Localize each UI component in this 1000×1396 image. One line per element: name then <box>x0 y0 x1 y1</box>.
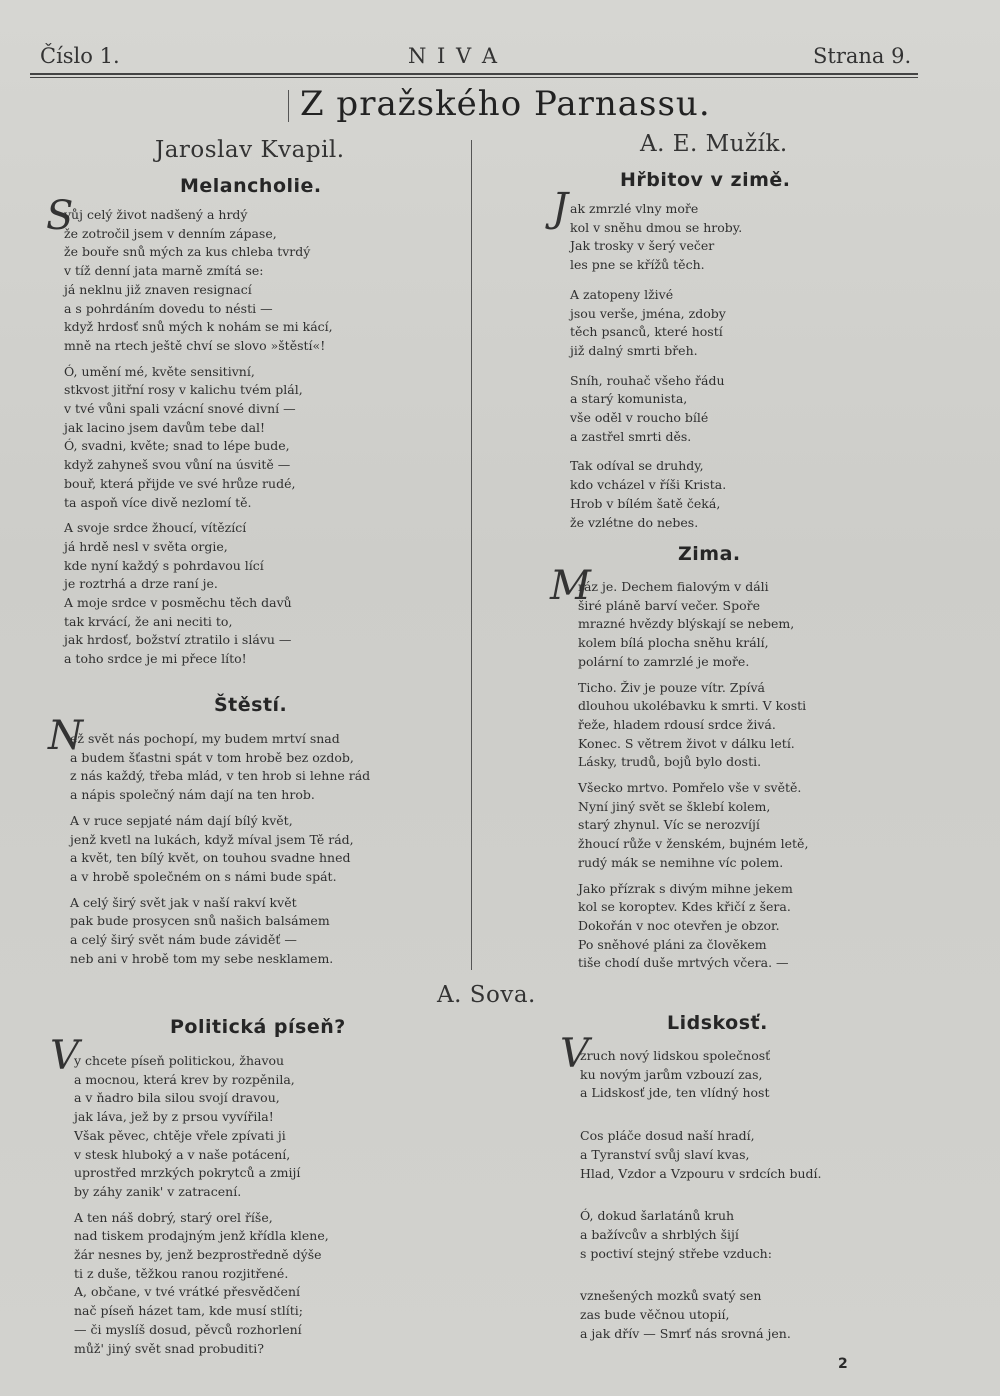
verse-line: Ó, umění mé, květe sensitivní, <box>64 363 255 379</box>
stanza <box>578 880 808 974</box>
page-title: Z pražského Parnassu. <box>300 84 711 124</box>
verse-line: zas bude věčnou utopií, <box>580 1307 730 1323</box>
verse-line: a Tyranství svůj slaví kvas, <box>580 1146 750 1162</box>
verse-line: polární to zamrzlé je moře. <box>578 653 750 669</box>
verse-line: Však pěvec, chtěje vřele zpívati ji <box>74 1127 286 1143</box>
verse-line: Ó, svadni, květe; snad to lépe bude, <box>64 438 290 454</box>
page-label: Strana 9. <box>813 44 912 68</box>
verse-line: Lásky, trudů, bojů bylo dosti. <box>578 754 762 770</box>
verse-line: a bažívcův a shrblých šijí <box>580 1226 739 1242</box>
stanza <box>64 206 333 356</box>
verse-line: Hlad, Vzdor a Vzpouru v srdcích budí. <box>580 1165 822 1181</box>
stanza <box>64 519 333 669</box>
poem-lidskost <box>580 1047 821 1343</box>
verse-line: Sníh, rouhač všeho řádu <box>570 372 725 388</box>
drop-cap-n: N <box>48 713 83 759</box>
verse-line: a květ, ten bílý květ, on touhou svadne hned <box>70 850 351 866</box>
poem-title-lidskost: Lidskosť. <box>667 1012 768 1034</box>
verse-line: řeže, hladem rdousí srdce živá. <box>578 716 776 732</box>
verse-line: v tíž denní jata marně zmítá se: <box>64 263 264 279</box>
verse-line: a zastřel smrti děs. <box>570 428 692 444</box>
poem-title-hrbitov-v-zime: Hřbitov v zimě. <box>620 169 791 191</box>
verse-line: Nyní jiný svět se šklebí kolem, <box>578 798 771 814</box>
verse-line: les pne se křížů těch. <box>570 257 705 273</box>
poem-zima <box>578 578 808 973</box>
verse-line: tak krvácí, že ani neciti to, <box>64 613 233 629</box>
verse-line: ku novým jarům vzbouzí zas, <box>580 1066 763 1082</box>
verse-line: žhoucí růže v ženském, bujném letě, <box>578 836 809 852</box>
verse-line: těch psanců, které hostí <box>570 324 723 340</box>
poem-title-politicka-pisen: Politická píseň? <box>170 1016 346 1038</box>
verse-line: ak zmrzlé vlny moře <box>570 201 699 216</box>
verse-line: A, občane, v tvé vrátké přesvědčení <box>74 1284 300 1300</box>
verse-line: — či myslíš dosud, pěvců rozhorlení <box>74 1321 302 1337</box>
stanza <box>70 894 370 969</box>
stanza <box>578 679 808 773</box>
poem-stesti <box>70 730 370 968</box>
verse-line: Ó, dokud šarlatánů kruh <box>580 1208 735 1224</box>
verse-line: kolem bílá plocha sněhu králí, <box>578 635 769 651</box>
verse-line: ráz je. Dechem fialovým v dáli <box>578 579 769 594</box>
author-right: A. E. Mužík. <box>640 131 788 157</box>
drop-cap-s: S <box>46 193 74 239</box>
verse-line: a v hrobě společném on s námi bude spát. <box>70 868 337 884</box>
verse-line: A celý širý svět jak v naší rakví květ <box>70 894 297 910</box>
verse-line: Všecko mrtvo. Pomřelo vše v světě. <box>578 780 802 796</box>
verse-line: vše oděl v roucho bílé <box>570 410 709 426</box>
verse-line: že bouře snů mých za kus chleba tvrdý <box>64 244 311 260</box>
verse-line: by záhy zanik' v zatracení. <box>74 1183 242 1199</box>
stanza <box>580 1047 821 1103</box>
verse-line: Cos pláče dosud naší hradí, <box>580 1128 755 1144</box>
poem-title-stesti: Štěstí. <box>214 694 288 716</box>
stanza <box>570 200 742 275</box>
verse-line: kol v sněhu dmou se hroby. <box>570 219 743 235</box>
drop-cap-j: J <box>552 185 569 231</box>
verse-line: nad tiskem prodajným jenž křídla klene, <box>74 1228 329 1244</box>
verse-line: jenž kvetl na lukách, když míval jsem Tě rád, <box>70 831 354 847</box>
verse-line: mrazné hvězdy blýskají se nebem, <box>578 616 795 632</box>
verse-line: v stesk hluboký a v naše potácení, <box>74 1146 291 1162</box>
verse-line: vznešených mozků svatý sen <box>580 1288 762 1304</box>
verse-line: když zahyneš svou vůní na úsvitě — <box>64 457 291 473</box>
verse-line: ti z duše, těžkou ranou rozjitřené. <box>74 1265 289 1281</box>
stanza <box>70 812 370 887</box>
verse-line: bouř, která přijde ve své hrůze rudé, <box>64 475 296 491</box>
verse-line: zruch nový lidskou společnosť <box>580 1048 771 1063</box>
signature-sova: A. Sova. <box>437 982 536 1008</box>
verse-line: že vzlétne do nebes. <box>570 514 699 530</box>
column-divider <box>471 140 472 970</box>
verse-line: y chcete píseň politickou, žhavou <box>74 1053 285 1068</box>
verse-line: žár nesnes by, jenž bezprostředně dýše <box>74 1247 322 1263</box>
verse-line: a budem šťastni spát v tom hrobě bez ozdob, <box>70 749 354 765</box>
verse-line: v tvé vůni spali vzácní snové divní — <box>64 401 296 417</box>
masthead: N I V A <box>408 44 500 68</box>
verse-line: já hrdě nesl v světa orgie, <box>64 538 228 554</box>
stanza <box>578 578 808 672</box>
verse-line: neb ani v hrobě tom my sebe nesklamem. <box>70 950 334 966</box>
verse-line: A zatopeny lživé <box>570 286 674 302</box>
verse-line: jak hrdosť, božství ztratilo i slávu — <box>64 632 292 648</box>
verse-line: a s pohrdáním dovedu to nésti — <box>64 300 273 316</box>
verse-line: mně na rtech ještě chví se slovo »štěstí«! <box>64 337 326 353</box>
verse-line: Tak odíval se druhdy, <box>570 458 704 474</box>
verse-line: a celý širý svět nám bude záviděť — <box>70 932 297 948</box>
verse-line: Konec. S větrem život v dálku letí. <box>578 735 795 751</box>
verse-line: Hrob v bílém šatě čeká, <box>570 495 721 511</box>
verse-line: když hrdosť snů mých k nohám se mi kácí, <box>64 319 333 335</box>
verse-line: vůj celý život nadšený a hrdý <box>64 207 248 222</box>
verse-line: A v ruce sepjaté nám dají bílý květ, <box>70 812 293 828</box>
verse-line: můž' jiný svět snad probuditi? <box>74 1340 264 1356</box>
stanza <box>70 730 370 805</box>
verse-line: tiše chodí duše mrtvých včera. — <box>578 955 789 971</box>
verse-line: já neklnu již znaven resignací <box>64 281 252 297</box>
stanza <box>74 1209 329 1359</box>
verse-line: A svoje srdce žhoucí, vítězící <box>64 520 247 536</box>
verse-line: jak láva, jež by z prsou vyvířila! <box>74 1109 274 1125</box>
verse-line: Ticho. Živ je pouze vítr. Zpívá <box>578 679 765 695</box>
stanza <box>570 286 742 361</box>
stanza <box>570 372 742 447</box>
verse-line: ež svět nás pochopí, my budem mrtví snad <box>70 731 340 746</box>
verse-line: a jak dřív — Smrť nás srovná jen. <box>580 1325 791 1341</box>
verse-line: kdo vcházel v říši Krista. <box>570 477 727 493</box>
verse-line: jak lacino jsem davům tebe dal! <box>64 419 266 435</box>
drop-cap-m: M <box>550 563 591 609</box>
verse-line: a starý komunista, <box>570 391 688 407</box>
stanza <box>580 1207 821 1263</box>
title-bar <box>288 90 289 122</box>
stanza <box>580 1287 821 1343</box>
header-rule-thin <box>30 77 918 78</box>
verse-line: a Lidskosť jde, ten vlídný host <box>580 1085 770 1101</box>
verse-line: již dalný smrti břeh. <box>570 342 698 358</box>
verse-line: a toho srdce je mi přece líto! <box>64 651 247 667</box>
verse-line: uprostřed mrzkých pokrytců a zmijí <box>74 1165 301 1181</box>
drop-cap-v2: V <box>560 1031 589 1077</box>
verse-line: a v ňadro bila silou svojí dravou, <box>74 1090 280 1106</box>
stanza <box>580 1127 821 1183</box>
verse-line: že zotročil jsem v denním zápase, <box>64 225 277 241</box>
verse-line: širé pláně barví večer. Spoře <box>578 597 760 613</box>
verse-line: jsou verše, jména, zdoby <box>570 305 726 321</box>
verse-line: pak bude prosycen snů našich balsámem <box>70 913 330 929</box>
poem-title-melancholie: Melancholie. <box>180 175 322 197</box>
stanza <box>64 363 333 513</box>
verse-line: rudý mák se nemihne víc polem. <box>578 854 784 870</box>
stanza <box>74 1052 329 1202</box>
poem-hrbitov-v-zime <box>570 200 742 532</box>
verse-line: z nás každý, třeba mlád, v ten hrob si lehne rád <box>70 768 371 784</box>
stanza <box>570 457 742 532</box>
verse-line: kde nyní každý s pohrdavou lící <box>64 557 264 573</box>
verse-line: a nápis společný nám dají na ten hrob. <box>70 787 315 803</box>
poem-melancholie <box>64 206 333 669</box>
verse-line: ta aspoň více divě nezlomí tě. <box>64 494 252 510</box>
issue-number: Číslo 1. <box>40 44 120 68</box>
verse-line: nač píseň házet tam, kde musí stlíti; <box>74 1303 303 1319</box>
verse-line: Po sněhové pláni za člověkem <box>578 936 767 952</box>
verse-line: kol se koroptev. Kdes křičí z šera. <box>578 899 791 915</box>
page-number: 2 <box>838 1356 848 1372</box>
stanza <box>578 779 808 873</box>
verse-line: dlouhou ukolébavku k smrti. V kosti <box>578 698 807 714</box>
drop-cap-v: V <box>50 1033 79 1079</box>
verse-line: stkvost jitřní rosy v kalichu tvém plál, <box>64 382 303 398</box>
verse-line: starý zhynul. Víc se nerozvíjí <box>578 817 760 833</box>
verse-line: Dokořán v noc otevřen je obzor. <box>578 917 780 933</box>
verse-line: Jako přízrak s divým mihne jekem <box>578 880 793 896</box>
header-rule <box>30 73 918 75</box>
poem-title-zima: Zima. <box>678 543 741 565</box>
author-left: Jaroslav Kvapil. <box>155 137 345 163</box>
poem-politicka-pisen <box>74 1052 329 1358</box>
verse-line: Jak trosky v šerý večer <box>570 238 715 254</box>
verse-line: s poctiví stejný střebe vzduch: <box>580 1245 772 1261</box>
verse-line: A ten náš dobrý, starý orel říše, <box>74 1209 273 1225</box>
verse-line: a mocnou, která krev by rozpěnila, <box>74 1071 295 1087</box>
verse-line: je roztrhá a drze raní je. <box>64 576 218 592</box>
verse-line: A moje srdce v posměchu těch davů <box>64 595 292 611</box>
